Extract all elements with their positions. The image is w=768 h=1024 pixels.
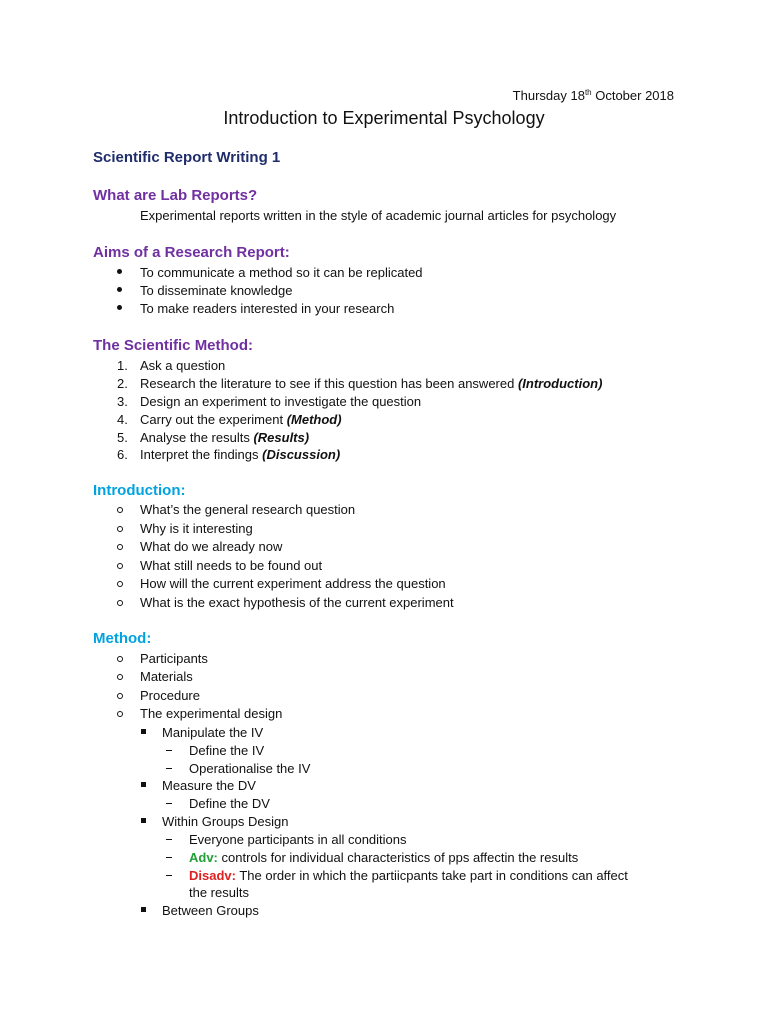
dash-bullet-icon bbox=[166, 839, 172, 840]
list-item: Why is it interesting bbox=[140, 521, 253, 536]
aims-heading: Aims of a Research Report: bbox=[93, 244, 290, 261]
document-title: Introduction to Experimental Psychology bbox=[223, 108, 545, 128]
list-item: Manipulate the IV bbox=[162, 725, 264, 740]
circle-bullet-icon bbox=[117, 674, 123, 680]
circle-bullet-icon bbox=[117, 544, 123, 550]
circle-bullet-icon bbox=[117, 600, 123, 606]
list-item: Disadv: The order in which the partiicpants take part in conditions can affect bbox=[189, 868, 628, 883]
list-item: Research the literature to see if this question has been answered (Introduction) bbox=[140, 376, 603, 391]
dash-bullet-icon bbox=[166, 875, 172, 876]
lab-reports-heading: What are Lab Reports? bbox=[93, 187, 258, 204]
document-date: Thursday 18th October 2018 bbox=[512, 88, 674, 103]
list-item: How will the current experiment address the question bbox=[140, 576, 446, 591]
list-item: Define the IV bbox=[189, 743, 265, 758]
dash-bullet-icon bbox=[166, 803, 172, 804]
list-number: 4. bbox=[117, 412, 128, 427]
list-item: Design an experiment to investigate the question bbox=[140, 394, 422, 409]
list-item: Participants bbox=[140, 651, 208, 666]
list-item: Adv: controls for individual characteristics of pps affectin the results bbox=[189, 850, 579, 865]
list-item: Procedure bbox=[140, 688, 200, 703]
square-bullet-icon bbox=[141, 782, 146, 787]
circle-bullet-icon bbox=[117, 711, 123, 717]
list-item: Measure the DV bbox=[162, 778, 256, 793]
circle-bullet-icon bbox=[117, 693, 123, 699]
dash-bullet-icon bbox=[166, 857, 172, 858]
list-item: Everyone participants in all conditions bbox=[189, 832, 407, 847]
list-item: Between Groups bbox=[162, 903, 259, 918]
section-subtitle: Scientific Report Writing 1 bbox=[93, 149, 281, 166]
list-item: To disseminate knowledge bbox=[140, 283, 293, 298]
circle-bullet-icon bbox=[117, 526, 123, 532]
bullet-icon bbox=[117, 269, 122, 274]
dash-bullet-icon bbox=[166, 768, 172, 769]
list-number: 6. bbox=[117, 447, 128, 462]
method-heading: Method: bbox=[93, 630, 152, 647]
list-item: What do we already now bbox=[140, 539, 283, 554]
list-item: What is the exact hypothesis of the current experiment bbox=[140, 595, 454, 610]
list-number: 2. bbox=[117, 376, 128, 391]
bullet-icon bbox=[117, 305, 122, 310]
circle-bullet-icon bbox=[117, 507, 123, 513]
circle-bullet-icon bbox=[117, 563, 123, 569]
circle-bullet-icon bbox=[117, 656, 123, 662]
list-item: To communicate a method so it can be replicated bbox=[140, 265, 423, 280]
lab-reports-text: Experimental reports written in the style of academic journal articles for psychology bbox=[140, 208, 617, 223]
list-item: Define the DV bbox=[189, 796, 270, 811]
list-item: To make readers interested in your research bbox=[140, 301, 395, 316]
list-item-continuation: the results bbox=[189, 885, 249, 900]
scientific-method-heading: The Scientific Method: bbox=[93, 337, 254, 354]
list-item: Operationalise the IV bbox=[189, 761, 311, 776]
list-item: Interpret the findings (Discussion) bbox=[140, 447, 341, 462]
list-item: The experimental design bbox=[140, 706, 283, 721]
square-bullet-icon bbox=[141, 729, 146, 734]
list-item: Ask a question bbox=[140, 358, 226, 373]
square-bullet-icon bbox=[141, 818, 146, 823]
list-number: 3. bbox=[117, 394, 128, 409]
list-number: 5. bbox=[117, 430, 128, 445]
square-bullet-icon bbox=[141, 907, 146, 912]
list-item: What still needs to be found out bbox=[140, 558, 323, 573]
list-item: Within Groups Design bbox=[162, 814, 289, 829]
dash-bullet-icon bbox=[166, 750, 172, 751]
list-item: Materials bbox=[140, 669, 193, 684]
introduction-heading: Introduction: bbox=[93, 482, 186, 499]
list-item: What’s the general research question bbox=[140, 502, 356, 517]
list-number: 1. bbox=[117, 358, 128, 373]
list-item: Analyse the results (Results) bbox=[140, 430, 310, 445]
bullet-icon bbox=[117, 287, 122, 292]
circle-bullet-icon bbox=[117, 581, 123, 587]
list-item: Carry out the experiment (Method) bbox=[140, 412, 342, 427]
